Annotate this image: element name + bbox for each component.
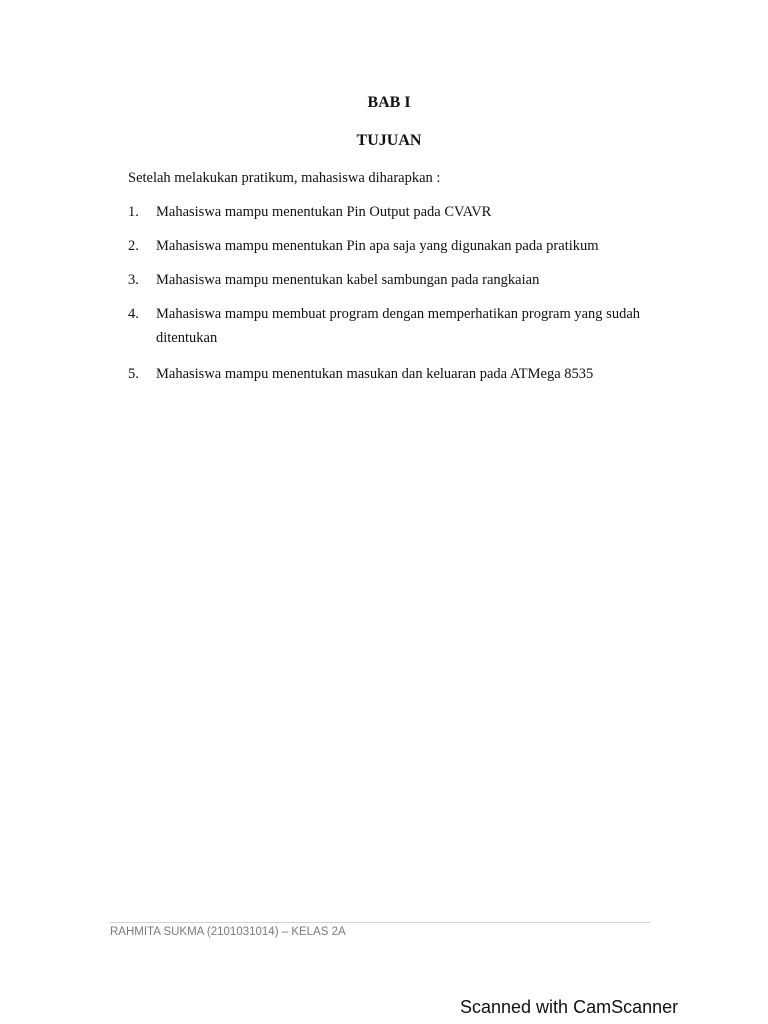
intro-text: Setelah melakukan pratikum, mahasiswa diharapkan : <box>128 170 441 186</box>
list-item-text: Mahasiswa mampu menentukan Pin Output pada CVAVR <box>156 204 492 220</box>
list-item <box>128 200 648 224</box>
list-item-text: Mahasiswa mampu menentukan Pin apa saja yang digunakan pada pratikum <box>156 238 599 254</box>
footer-text: RAHMITA SUKMA (2101031014) – KELAS 2A <box>110 926 346 938</box>
list-item-number: 1. <box>128 204 139 220</box>
section-title: TUJUAN <box>356 132 422 149</box>
list-item-text: Mahasiswa mampu menentukan masukan dan keluaran pada ATMega 8535 <box>156 366 594 382</box>
list-item <box>128 302 648 350</box>
list-item-number: 4. <box>128 306 139 322</box>
chapter-heading: BAB I <box>367 94 411 111</box>
list-item-number: 3. <box>128 272 139 288</box>
list-item <box>128 234 648 258</box>
list-item <box>128 268 648 292</box>
list-item-text: Mahasiswa mampu menentukan kabel sambungan pada rangkaian <box>156 272 540 288</box>
footer-divider <box>110 922 650 923</box>
list-item <box>128 362 648 386</box>
camscanner-watermark: Scanned with CamScanner <box>460 997 679 1017</box>
list-item-number: 5. <box>128 366 139 382</box>
list-item-number: 2. <box>128 238 139 254</box>
list-item-text: Mahasiswa mampu membuat program dengan memperhatikan program yang sudah ditentukan <box>156 306 641 346</box>
